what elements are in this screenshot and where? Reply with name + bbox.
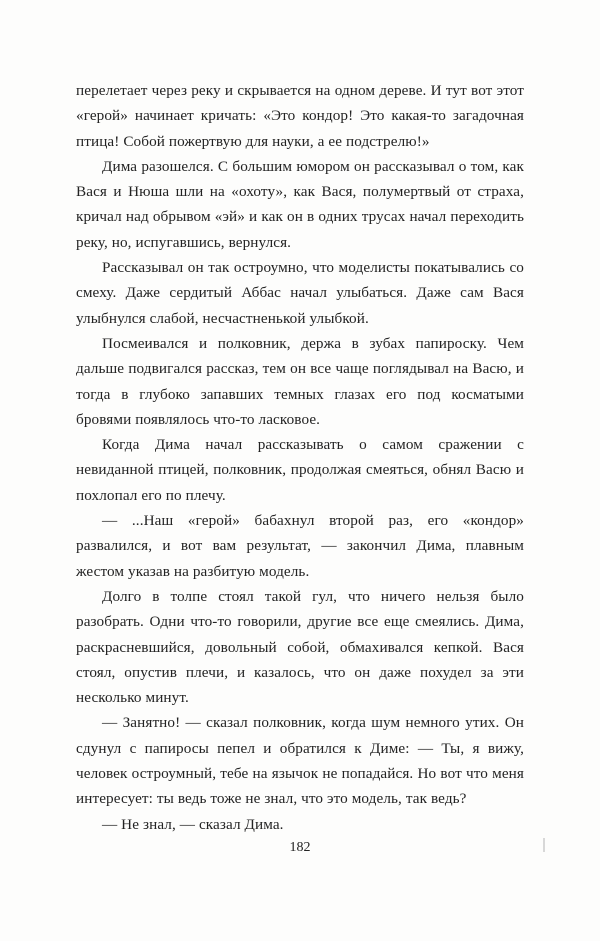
page-number: 182 — [289, 840, 311, 855]
paragraph: Долго в толпе стоял такой гул, что ничего нельзя было разобрать. Одни что-то говорили, другие все еще смеялись. Дима, раскрасневшийся, довольный собой, обмахивался кепкой. Вася стоял, опустив плечи, и казалось, что он даже похудел за эти несколько минут. — [76, 587, 524, 707]
body-text-column — [76, 78, 524, 837]
paragraph: Посмеивался и полковник, держа в зубах папироску. Чем дальше подвигался рассказ, тем он все чаще поглядывал на Васю, и тогда в глубоко запавших темных глазах его под косматыми бровями появлялось что-то ласковое. — [76, 334, 524, 428]
paragraph: перелетает через реку и скрывается на одном дереве. И тут вот этот «герой» начинает кричать: «Это кондор! Это какая-то загадочная птица! Собой пожертвую для науки, а ее подстрелю!» — [76, 82, 524, 150]
page-edge-mark — [543, 838, 545, 852]
paragraph: — Занятно! — сказал полковник, когда шум немного утих. Он сдунул с папиросы пепел и обратился к Диме: — Ты, я вижу, человек остроумный, тебе на язычок не попадайся. Но вот что меня интересует: ты ведь тоже не знал, что это модель, так ведь? — [76, 714, 524, 808]
paragraph: Когда Дима начал рассказывать о самом сражении с невиданной птицей, полковник, продолжая смеяться, обнял Васю и похлопал его по плечу. — [76, 436, 524, 504]
paragraph: — Не знал, — сказал Дима. — [102, 815, 284, 833]
paragraph: — ...Наш «герой» бабахнул второй раз, его «кондор» развалился, и вот вам результат, — закончил Дима, плавным жестом указав на разбитую модель. — [76, 512, 524, 580]
paragraph: Дима разошелся. С большим юмором он рассказывал о том, как Вася и Нюша шли на «охоту», как Вася, полумертвый от страха, кричал над обрывом «эй» и как он в одних трусах начал переходить реку, но, испугавшись, вернулся. — [76, 157, 524, 251]
paragraph: Рассказывал он так остроумно, что моделисты покатывались со смеху. Даже сердитый Аббас начал улыбаться. Даже сам Вася улыбнулся слабой, несчастненькой улыбкой. — [76, 259, 524, 327]
